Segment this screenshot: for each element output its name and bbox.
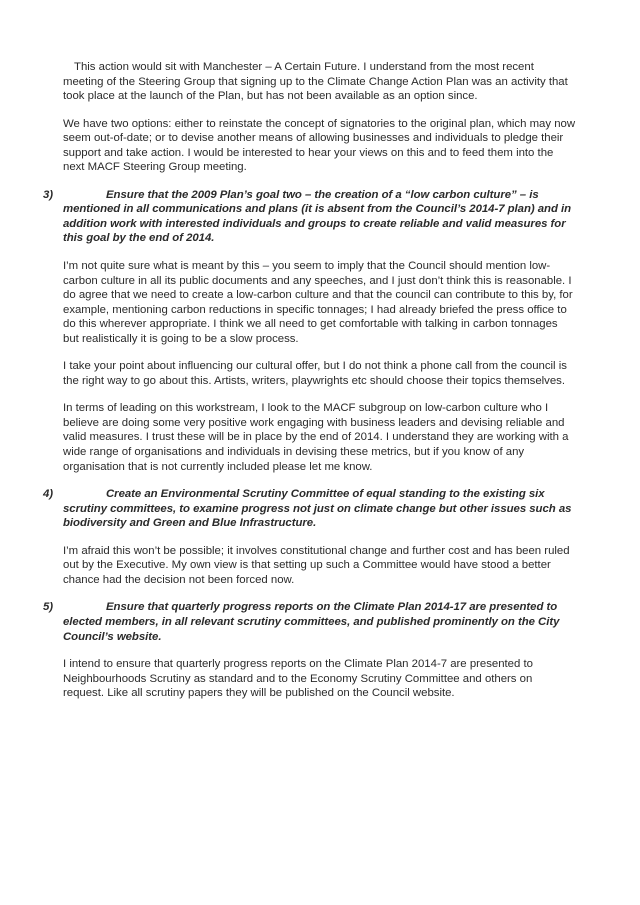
paragraph-two-options-signatories: We have two options: either to reinstate the concept of signatories to the original plan, which may now seem out-of-date; or to devise another means of allowing businesses and individuals to pledge their support and take action. I would be interested to hear your views on this and to feed them into the next MACF Steering Group meeting. [63,117,576,174]
paragraph-scrutiny-committee-response: I’m afraid this won’t be possible; it involves constitutional change and further cost and has been ruled out by the Executive. My own view is that setting up such a Committee would have stood a better chance had the decision not been forced now. [63,544,570,586]
paragraph-macf-subgroup-workstream: In terms of leading on this workstream, I look to the MACF subgroup on low-carbon culture who I believe are doing some very positive work engaging with business leaders and devising reliable and valid measures. I trust these will be in place by the end of 2014. I understand they are working with a wide range of organisations and individuals in devising these metrics, but if you know of any organisation that is not currently included please let me know. [63,402,569,473]
paragraph-manchester-certain-future: This action would sit with Manchester – A Certain Future. I understand from the most recent meeting of the Steering Group that signing up to the Climate Change Action Plan was an activity that took place at the launch of the Plan, but has not been available as an option since. [63,61,568,103]
recommendation-text-4: Create an Environmental Scrutiny Committee of equal standing to the existing six scrutiny committees, to examine progress not just on climate change but other issues such as biodiversity and Green and Blue Infrastructure. [63,488,572,530]
paragraph-cultural-offer-response: I take your point about influencing our cultural offer, but I do not think a phone call from the council is the right way to go about this. Artists, writers, playwrights etc should choose their topics themselves. [63,360,567,387]
recommendation-item-5 [43,600,576,644]
recommendation-item-4 [43,487,576,531]
paragraph-low-carbon-culture-response: I’m not quite sure what is meant by this – you seem to imply that the Council should mention low-carbon culture in all its public documents and any speeches, and I just don’t think this is reasonable. I do agree that we need to create a low-carbon culture and that the council can contribute to this by, for example, mentioning carbon reductions in specific tonnages; I had already briefed the press office to do this wherever appropriate. I think we all need to get comfortable with talking in carbon tonnages but realistically it is going to be a slow process. [63,260,573,345]
paragraph-quarterly-reports-response: I intend to ensure that quarterly progress reports on the Climate Plan 2014-7 are presented to Neighbourhoods Scrutiny as standard and to the Economy Scrutiny Committee and others on request. Like all scrutiny papers they will be published on the Council website. [63,658,533,700]
recommendation-text-3: Ensure that the 2009 Plan’s goal two – the creation of a “low carbon culture” – is mentioned in all communications and plans (it is absent from the Council’s 2014-7 plan) and in addition work with interested individuals and groups to create reliable and valid measures for this goal by the end of 2014. [63,188,572,245]
document-body [43,60,576,714]
recommendation-number-5: 5) [43,601,54,614]
recommendation-text-5: Ensure that quarterly progress reports on the Climate Plan 2014-17 are presented to elected members, in all relevant scrutiny committees, and published prominently on the City Council’s website. [63,601,560,643]
recommendation-number-3: 3) [43,188,54,201]
recommendation-number-4: 4) [43,488,54,501]
recommendation-item-3 [43,188,576,246]
